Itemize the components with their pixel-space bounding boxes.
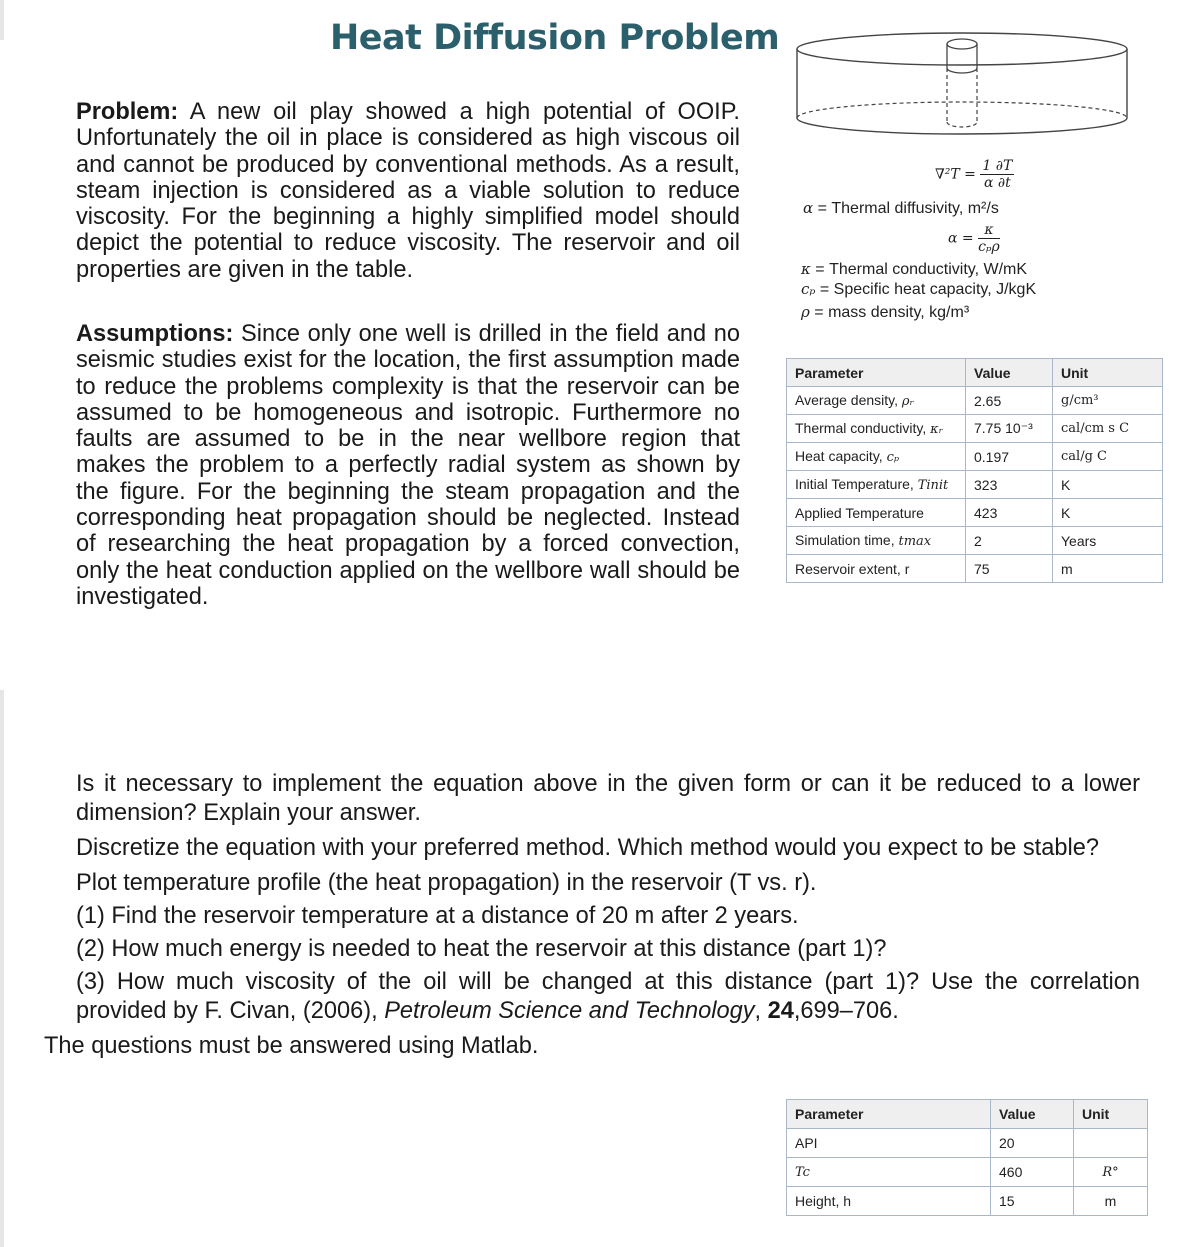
parameter-symbol: cₚ	[886, 450, 900, 465]
table-row	[787, 415, 1163, 443]
table-row	[787, 1158, 1148, 1187]
page-edge-mark	[0, 690, 4, 1247]
page-edge-mark	[0, 0, 4, 40]
question-part-2: (2) How much energy is needed to heat the reservoir at this distance (part 1)?	[76, 936, 887, 962]
parameter-cell: Simulation time,	[795, 532, 899, 548]
unit-cell: m	[1053, 555, 1163, 583]
unit-cell: Years	[1053, 527, 1163, 555]
citation-separator: ,	[754, 998, 768, 1024]
value-cell: 15	[991, 1187, 1074, 1216]
problem-label: Problem:	[76, 99, 179, 125]
value-cell: 0.197	[966, 443, 1053, 471]
question-part-3	[76, 968, 1140, 1026]
column-header-unit: Unit	[1053, 359, 1163, 387]
reservoir-bottom-front	[797, 118, 1127, 134]
table-row	[787, 443, 1163, 471]
question-part-1: (1) Find the reservoir temperature at a distance of 20 m after 2 years.	[76, 903, 799, 929]
question-part-3-text: (3) How much viscosity of the oil will be changed at this distance (part 1)? Use the correlation provided by F. Civan, (2006),	[76, 969, 1140, 1024]
alpha-equation-denominator: cₚρ	[978, 239, 1000, 255]
table-row	[787, 1129, 1148, 1158]
problem-text: A new oil play showed a high potential of OOIP. Unfortunately the oil in place is considered as high viscous oil and cannot be produced by conventional methods. As a result, steam injection is considered as a viable solution to reduce viscosity. For the beginning a highly simplified model should depict the potential to reduce viscosity. The reservoir and oil properties are given in the table.	[76, 99, 740, 283]
unit-cell: R°	[1074, 1158, 1148, 1187]
parameter-symbol: tmax	[898, 534, 932, 549]
problem-paragraph	[76, 99, 740, 283]
unit-cell: g/cm³	[1053, 387, 1163, 415]
kappa-symbol: κ	[801, 260, 811, 278]
unit-cell: K	[1053, 471, 1163, 499]
value-cell: 2.65	[966, 387, 1053, 415]
reservoir-cylinder-diagram	[795, 30, 1130, 136]
table-row	[787, 471, 1163, 499]
assumptions-label: Assumptions:	[76, 321, 234, 347]
unit-cell: K	[1053, 499, 1163, 527]
heat-equation	[935, 158, 1014, 191]
question-dimension: Is it necessary to implement the equation above in the given form or can it be reduced to a lower dimension? Explain your answer.	[76, 771, 1140, 826]
alpha-definition-text: = Thermal diffusivity, m²/s	[817, 200, 999, 217]
kappa-definition	[801, 260, 1027, 279]
rho-definition-text: = mass density, kg/m³	[814, 304, 970, 321]
heat-equation-lhs: ∇²T =	[935, 166, 976, 183]
page-title: Heat Diffusion Problem	[330, 18, 780, 58]
heat-equation-denominator: α ∂t	[983, 175, 1011, 191]
question-plot: Plot temperature profile (the heat propagation) in the reservoir (T vs. r).	[76, 870, 817, 896]
column-header-parameter: Parameter	[787, 359, 966, 387]
alpha-equation-lhs: α =	[948, 230, 974, 247]
table-row	[787, 1187, 1148, 1216]
value-cell: 323	[966, 471, 1053, 499]
reservoir-properties-table	[786, 358, 1163, 583]
unit-cell: cal/g C	[1053, 443, 1163, 471]
table-row	[787, 387, 1163, 415]
questions-section	[76, 770, 1140, 1026]
table-row	[787, 555, 1163, 583]
kappa-definition-text: = Thermal conductivity, W/mK	[815, 261, 1028, 278]
reservoir-bottom-back	[797, 102, 1127, 118]
table-row	[787, 527, 1163, 555]
parameter-cell: Reservoir extent, r	[795, 560, 910, 577]
table-header-row	[787, 1100, 1148, 1129]
parameter-cell: Average density,	[795, 392, 902, 408]
value-cell: 7.75 10⁻³	[966, 415, 1053, 443]
alpha-definition	[803, 199, 999, 218]
wellbore-top	[947, 39, 977, 49]
value-cell: 75	[966, 555, 1053, 583]
parameter-cell: Heat capacity,	[795, 448, 887, 464]
alpha-equation-numerator: κ	[978, 222, 1000, 239]
alpha-symbol: α	[803, 199, 814, 217]
unit-cell: m	[1074, 1187, 1148, 1216]
assumptions-paragraph	[76, 321, 740, 610]
journal-title: Petroleum Science and Technology	[384, 998, 755, 1024]
cp-symbol: cₚ	[801, 280, 816, 298]
wellbore-lip	[947, 68, 977, 73]
wellbore-bottom	[947, 122, 977, 127]
parameter-cell: API	[787, 1129, 991, 1158]
cp-definition-text: = Specific heat capacity, J/kgK	[819, 281, 1037, 298]
value-cell: 423	[966, 499, 1053, 527]
parameter-cell: Tc	[787, 1158, 991, 1187]
cp-definition	[801, 280, 1036, 299]
parameter-symbol: κᵣ	[930, 422, 944, 437]
assumptions-text: Since only one well is drilled in the field and no seismic studies exist for the location, the first assumption made to reduce the problems complexity is that the reservoir can be assumed to be homogeneous and isotropic. Furthermore no faults are assumed to be in the near wellbore region that makes the problem to a perfectly radial system as shown by the figure. For the beginning the steam propagation and the corresponding heat propagation should be neglected. Instead of researching the heat propagation by a forced convection, only the heat conduction applied on the wellbore wall should be investigated.	[76, 321, 740, 610]
value-cell: 20	[991, 1129, 1074, 1158]
parameter-cell: Applied Temperature	[795, 504, 924, 521]
unit-cell: cal/cm s C	[1053, 415, 1163, 443]
table-header-row	[787, 359, 1163, 387]
unit-cell	[1074, 1129, 1148, 1158]
oil-properties-table	[786, 1099, 1148, 1216]
parameter-cell: Height, h	[787, 1187, 991, 1216]
column-header-unit: Unit	[1074, 1100, 1148, 1129]
rho-definition	[801, 303, 969, 322]
column-header-value: Value	[966, 359, 1053, 387]
value-cell: 460	[991, 1158, 1074, 1187]
parameter-symbol: Tinit	[917, 478, 949, 493]
journal-pages: ,699–706.	[793, 998, 899, 1024]
parameter-symbol: ρᵣ	[901, 394, 915, 409]
heat-equation-numerator: 1 ∂T	[982, 158, 1013, 174]
table-row	[787, 499, 1163, 527]
column-header-value: Value	[991, 1100, 1074, 1129]
question-discretize: Discretize the equation with your preferred method. Which method would you expect to be stable?	[76, 835, 1099, 861]
parameter-cell: Thermal conductivity,	[795, 420, 931, 436]
value-cell: 2	[966, 527, 1053, 555]
journal-volume: 24	[767, 998, 794, 1024]
parameter-cell: Initial Temperature,	[795, 476, 918, 492]
matlab-requirement: The questions must be answered using Matlab.	[44, 1033, 539, 1059]
rho-symbol: ρ	[801, 303, 810, 321]
alpha-equation	[948, 222, 1000, 255]
column-header-parameter: Parameter	[787, 1100, 991, 1129]
